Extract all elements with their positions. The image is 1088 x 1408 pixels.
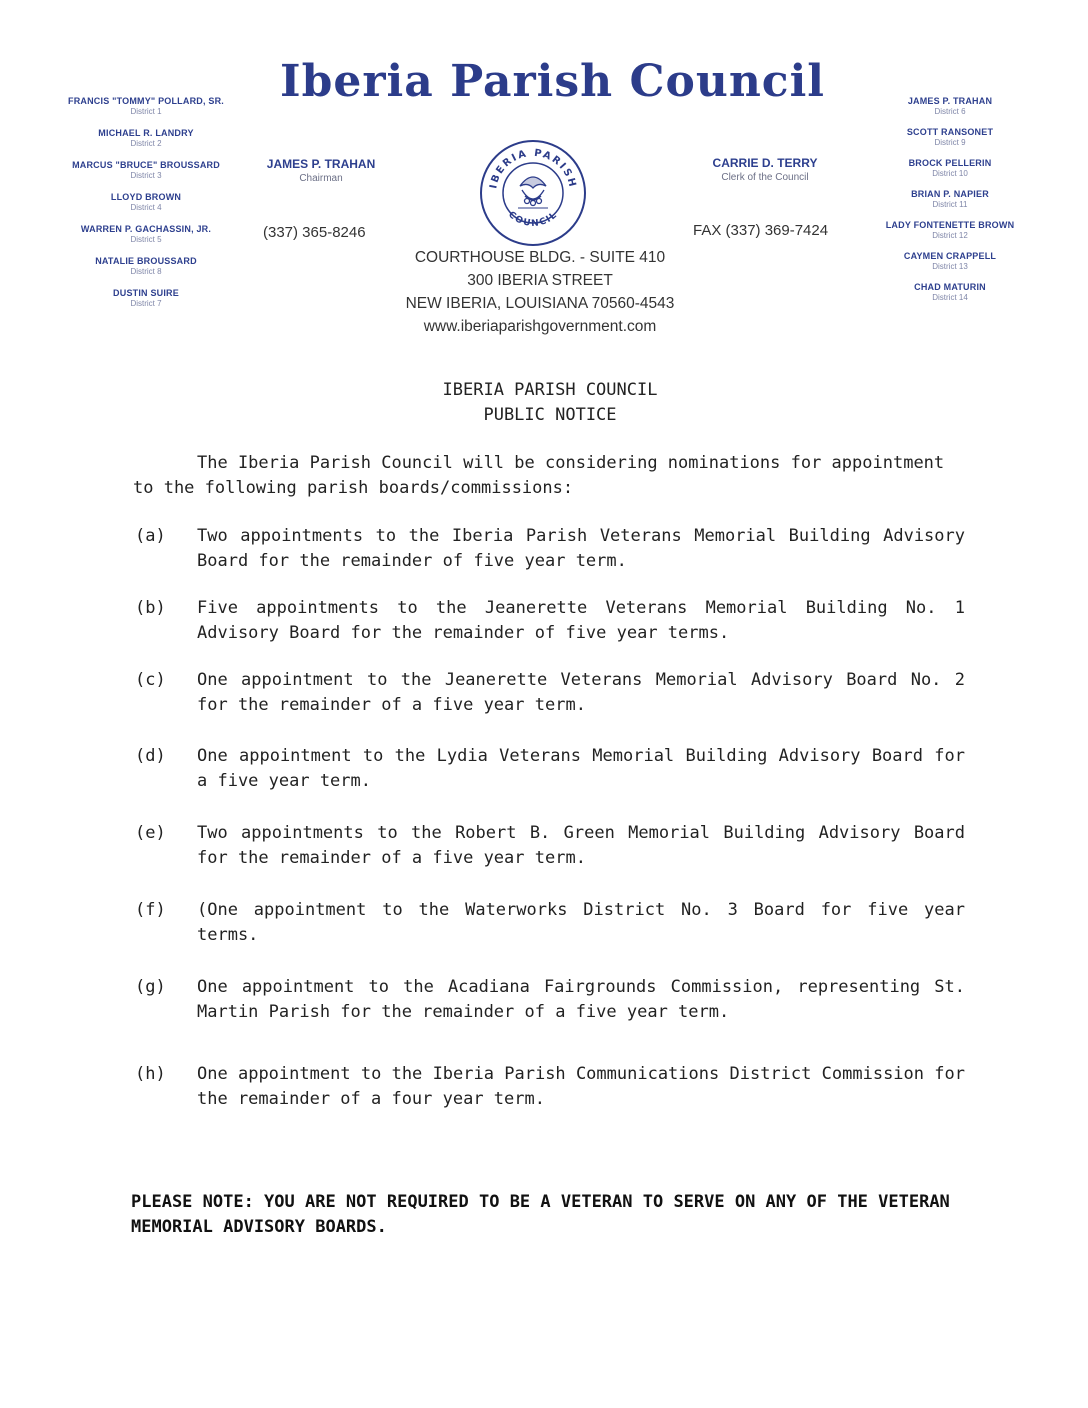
item-letter: (d) <box>135 746 166 766</box>
member-name: LLOYD BROWN <box>110 192 182 202</box>
member-name: SCOTT RANSONET <box>906 127 994 137</box>
council-member <box>850 127 1050 147</box>
list-item <box>135 524 975 574</box>
address-line: COURTHOUSE BLDG. - SUITE 410 <box>414 249 666 266</box>
fax-number: FAX (337) 369-7424 <box>693 222 829 239</box>
member-name: BROCK PELLERIN <box>908 158 992 168</box>
chairman-name: JAMES P. TRAHAN <box>266 157 376 171</box>
notice-heading-line2: PUBLIC NOTICE <box>483 405 617 425</box>
item-letter: (g) <box>135 977 166 997</box>
item-text: (One appointment to the Waterworks District No. 3 Board for five year terms. <box>197 900 965 945</box>
member-district: District 3 <box>130 171 162 180</box>
member-name: MARCUS "BRUCE" BROUSSARD <box>72 160 220 170</box>
clerk-title: Clerk of the Council <box>721 172 809 183</box>
council-member <box>850 251 1050 271</box>
notice-heading <box>280 378 820 428</box>
member-district: District 4 <box>130 203 162 212</box>
item-letter: (b) <box>135 598 166 618</box>
council-member <box>850 282 1050 302</box>
notice-intro <box>133 451 973 501</box>
item-text: One appointment to the Iberia Parish Communications District Commission for the remainder of a four year term. <box>197 1064 965 1109</box>
item-text: Two appointments to the Robert B. Green Memorial Building Advisory Board for the remainder of a five year term. <box>197 823 965 868</box>
member-name: CHAD MATURIN <box>914 282 986 292</box>
notice-heading-line1: IBERIA PARISH COUNCIL <box>442 380 658 400</box>
member-district: District 5 <box>130 235 162 244</box>
parish-seal-icon <box>478 138 588 248</box>
address-line: NEW IBERIA, LOUISIANA 70560-4543 <box>405 295 675 312</box>
clerk-name: CARRIE D. TERRY <box>712 156 818 170</box>
member-name: MICHAEL R. LANDRY <box>98 128 194 138</box>
list-item <box>135 596 975 646</box>
list-item <box>135 1062 975 1112</box>
seal-top-text: IBERIA PARISH <box>488 147 578 190</box>
chairman-title: Chairman <box>299 173 343 184</box>
item-letter: (e) <box>135 823 166 843</box>
member-district: District 6 <box>934 107 966 116</box>
item-letter: (c) <box>135 670 166 690</box>
item-text: Five appointments to the Jeanerette Veterans Memorial Building No. 1 Advisory Board for the remainder of five year terms. <box>197 598 965 643</box>
item-text: One appointment to the Jeanerette Veterans Memorial Advisory Board No. 2 for the remainder of a five year term. <box>197 670 965 715</box>
member-district: District 10 <box>932 169 968 178</box>
website-link[interactable]: www.iberiaparishgovernment.com <box>423 318 657 335</box>
member-name: JAMES P. TRAHAN <box>907 96 993 106</box>
member-district: District 12 <box>932 231 968 240</box>
member-name: CAYMEN CRAPPELL <box>903 251 997 261</box>
council-member <box>46 160 246 180</box>
list-item <box>135 898 975 948</box>
item-letter: (h) <box>135 1064 166 1084</box>
member-district: District 14 <box>932 293 968 302</box>
member-name: BRIAN P. NAPIER <box>911 189 989 199</box>
right-council-members <box>850 96 1050 313</box>
item-letter: (a) <box>135 526 166 546</box>
list-item <box>135 821 975 871</box>
address-line: 300 IBERIA STREET <box>467 272 613 289</box>
council-member <box>46 256 246 276</box>
address-block <box>380 246 700 338</box>
appointment-list <box>135 524 975 1112</box>
member-name: FRANCIS "TOMMY" POLLARD, SR. <box>68 96 224 106</box>
member-district: District 9 <box>934 138 966 147</box>
member-district: District 2 <box>130 139 162 148</box>
svg-text:COUNCIL <box>506 210 560 229</box>
list-item <box>135 975 975 1025</box>
member-name: LADY FONTENETTE BROWN <box>885 220 1015 230</box>
phone-number: (337) 365-8246 <box>263 224 366 241</box>
member-district: District 1 <box>130 107 162 116</box>
seal-bottom-text: COUNCIL <box>506 209 560 230</box>
council-member <box>850 189 1050 209</box>
chairman-block <box>256 157 386 184</box>
member-name: NATALIE BROUSSARD <box>95 256 197 266</box>
council-member <box>46 128 246 148</box>
member-name: DUSTIN SUIRE <box>113 288 179 298</box>
council-member <box>46 288 246 308</box>
intro-text: The Iberia Parish Council will be considering nominations for appointment to the following parish boards/commissions: <box>133 453 945 498</box>
council-member <box>850 158 1050 178</box>
council-member <box>46 192 246 212</box>
please-note: PLEASE NOTE: YOU ARE NOT REQUIRED TO BE A VETERAN TO SERVE ON ANY OF THE VETERAN MEMORIAL ADVISORY BOARDS. <box>131 1192 950 1237</box>
item-text: One appointment to the Acadiana Fairgrounds Commission, representing St. Martin Parish for the remainder of a five year term. <box>197 977 965 1022</box>
council-member <box>46 224 246 244</box>
member-district: District 13 <box>932 262 968 271</box>
member-district: District 11 <box>932 200 968 209</box>
clerk-block <box>700 156 830 183</box>
item-text: One appointment to the Lydia Veterans Memorial Building Advisory Board for a five year term. <box>197 746 965 791</box>
member-district: District 7 <box>130 299 162 308</box>
list-item <box>135 668 975 718</box>
council-member <box>850 96 1050 116</box>
council-member <box>46 96 246 116</box>
member-district: District 8 <box>130 267 162 276</box>
member-name: WARREN P. GACHASSIN, JR. <box>80 224 212 234</box>
list-item <box>135 744 975 794</box>
left-council-members <box>46 96 246 320</box>
item-text: Two appointments to the Iberia Parish Veterans Memorial Building Advisory Board for the remainder of five year term. <box>197 526 965 571</box>
item-letter: (f) <box>135 900 166 920</box>
letterhead-title: Iberia Parish Council <box>280 56 826 107</box>
council-member <box>850 220 1050 240</box>
